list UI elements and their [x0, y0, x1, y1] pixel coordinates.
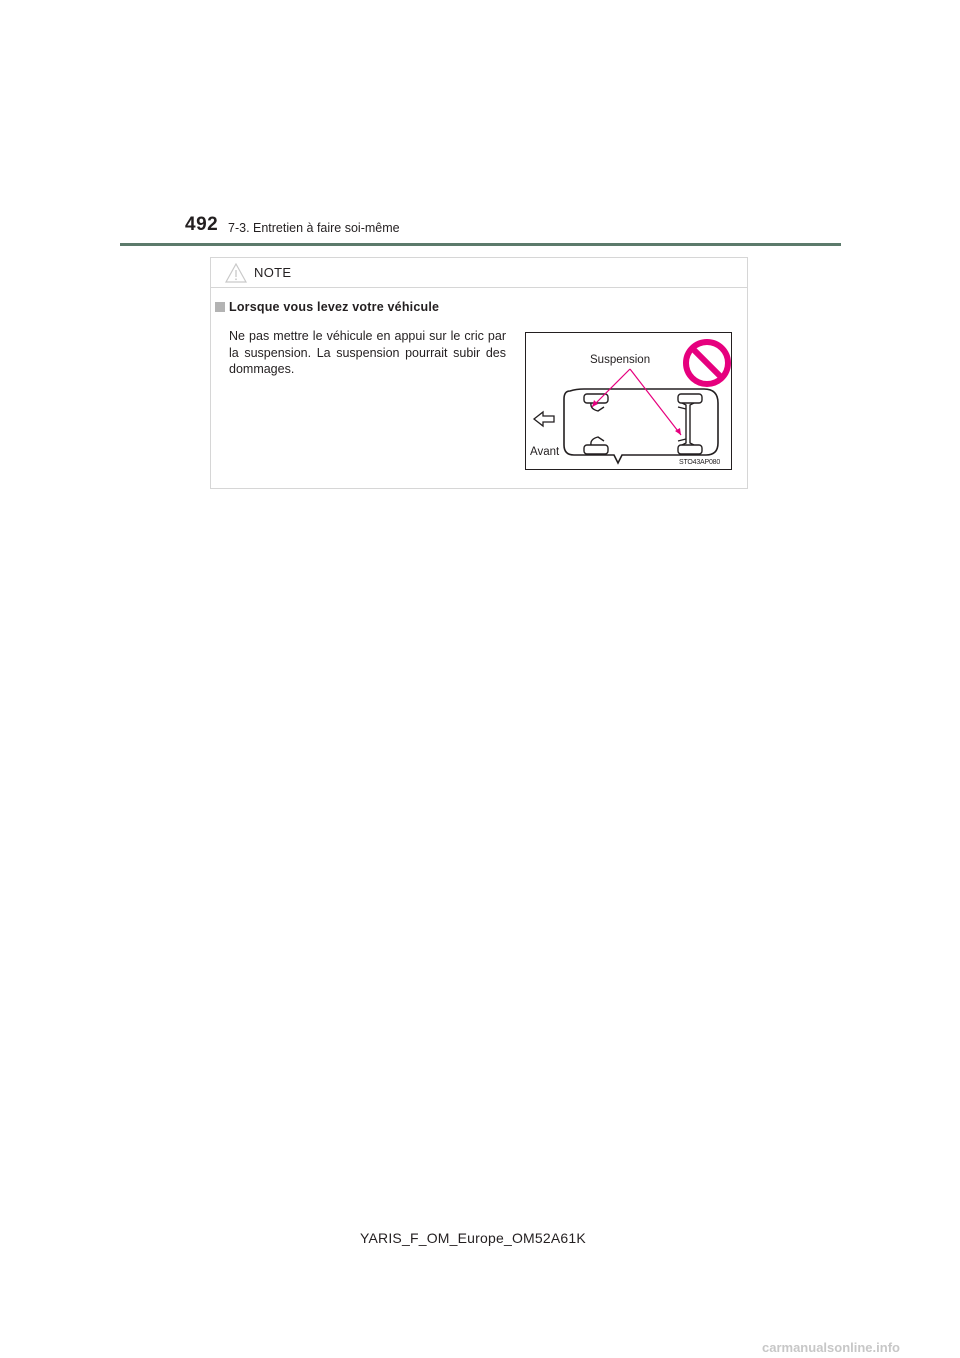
- front-label: Avant: [530, 446, 560, 458]
- note-body-text: Ne pas mettre le véhicule en appui sur le cric par la suspension. La suspension pourrait subir des dommages.: [229, 329, 506, 376]
- note-label: NOTE: [254, 265, 292, 280]
- suspension-figure: [525, 332, 732, 470]
- suspension-label: Suspension: [590, 354, 651, 366]
- note-heading: Lorsque vous levez votre véhicule: [229, 300, 440, 314]
- note-header: [211, 258, 747, 288]
- watermark[interactable]: carmanualsonline.info: [762, 1340, 900, 1355]
- bullet-square: [215, 302, 225, 312]
- page-number: 492: [185, 214, 219, 235]
- section-title: 7-3. Entretien à faire soi-même: [228, 221, 400, 235]
- warning-triangle-icon: [225, 263, 247, 283]
- figure-code: STO43AP080: [679, 459, 721, 466]
- footer-document-code: YARIS_F_OM_Europe_OM52A61K: [360, 1230, 586, 1246]
- prohibition-icon: [686, 342, 728, 384]
- header-rule: [120, 243, 841, 246]
- front-arrow-icon: [534, 412, 554, 426]
